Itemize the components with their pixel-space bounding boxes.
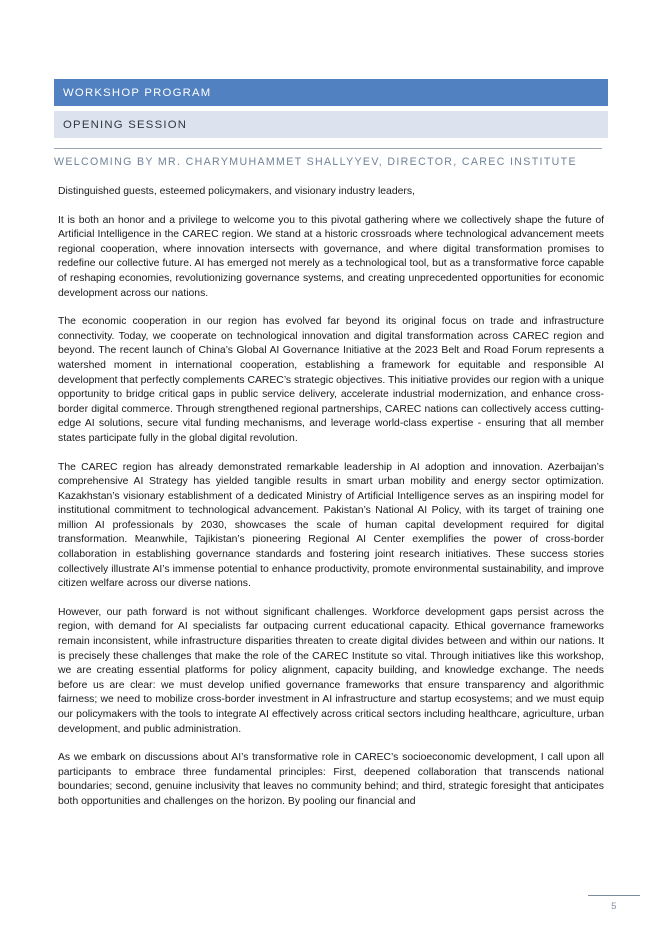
opening-session-banner: OPENING SESSION xyxy=(54,111,608,138)
section-divider-rule xyxy=(54,148,602,149)
paragraph-challenges: However, our path forward is not without significant challenges. Workforce development gaps persist across the region, with demand for AI specialists far outpacing current educational capacity. Ethical governance frameworks remain inconsistent, while infrastructure disparities threaten to create digital divides between and within our nations. It is precisely these challenges that make the role of the CAREC Institute so vital. Through initiatives like this workshop, we are creating essential platforms for policy alignment, capacity building, and knowledge exchange. The needs before us are clear: we must develop unified governance frameworks that ensure transparency and algorithmic fairness; we need to mobilize cross-border investment in AI infrastructure and startup ecosystems; and we must equip our policymakers with the tools to integrate AI effectively across critical sectors including healthcare, agriculture, urban development, and public administration. xyxy=(58,606,604,735)
page-number: 5 xyxy=(611,901,617,912)
section-heading-welcoming: WELCOMING BY MR. CHARYMUHAMMET SHALLYYEV, DIRECTOR, CAREC INSTITUTE xyxy=(54,156,577,168)
paragraph-principles: As we embark on discussions about AI’s transformative role in CAREC’s socioeconomic development, I call upon all participants to embrace three fundamental principles: First, deepened collaboration that transcends national boundaries; second, genuine inclusivity that leaves no community behind; and third, strategic foresight that anticipates both opportunities and challenges on the horizon. By pooling our financial and xyxy=(58,752,604,807)
program-banner-block xyxy=(54,79,608,138)
paragraph-economic-cooperation: The economic cooperation in our region has evolved far beyond its original focus on trade and infrastructure connectivity. Today, we cooperate on technological innovation and digital transformation across CAREC region and beyond. The recent launch of China’s Global AI Governance Initiative at the 2023 Belt and Road Forum represents a watershed moment in international cooperation, establishing a framework for equitable and responsible AI development that perfectly complements CAREC’s strategic objectives. This initiative provides our region with a unique opportunity to bridge critical gaps in public service delivery, accelerate industrial modernization, and enhance cross-border digital commerce. Through strengthened regional partnerships, CAREC nations can collectively access cutting-edge AI solutions, secure vital funding mechanisms, and leverage world-class expertise - ensuring that all member states participate fully in the global digital revolution. xyxy=(58,316,604,444)
body-copy xyxy=(58,185,604,810)
workshop-program-banner: WORKSHOP PROGRAM xyxy=(54,79,608,106)
page-footer xyxy=(588,895,640,912)
paragraph-salutation: Distinguished guests, esteemed policymakers, and visionary industry leaders, xyxy=(58,186,415,197)
section-heading-block xyxy=(54,148,602,168)
paragraph-regional-leadership: The CAREC region has already demonstrated remarkable leadership in AI adoption and innovation. Azerbaijan’s comprehensive AI Strategy has yielded tangible results in smart urban mobility and energy sector optimization. Kazakhstan’s visionary establishment of a dedicated Ministry of Artificial Intelligence serves as an inspiring model for institutional commitment to technological advancement. Pakistan’s National AI Policy, with its target of training one million AI professionals by 2030, showcases the scale of human capital development required for digital transformation. Meanwhile, Tajikistan’s pioneering Regional AI Center exemplifies the power of cross-border collaboration in establishing governance standards and fostering joint research initiatives. These success stories collectively illustrate AI’s immense potential to enhance productivity, promote environmental sustainability, and improve citizen welfare across our diverse nations. xyxy=(58,461,604,590)
footer-divider-rule xyxy=(588,895,640,896)
paragraph-welcome: It is both an honor and a privilege to welcome you to this pivotal gathering where we collectively shape the future of Artificial Intelligence in the CAREC region. We stand at a historic crossroads where technological advancement meets regional cooperation, where innovation intersects with governance, and where digital transformation promises to redefine our collective future. AI has emerged not merely as a technological tool, but as a transformative force capable of reshaping economies, revolutionizing governance systems, and creating unprecedented opportunities for economic development across our nations. xyxy=(58,214,604,299)
